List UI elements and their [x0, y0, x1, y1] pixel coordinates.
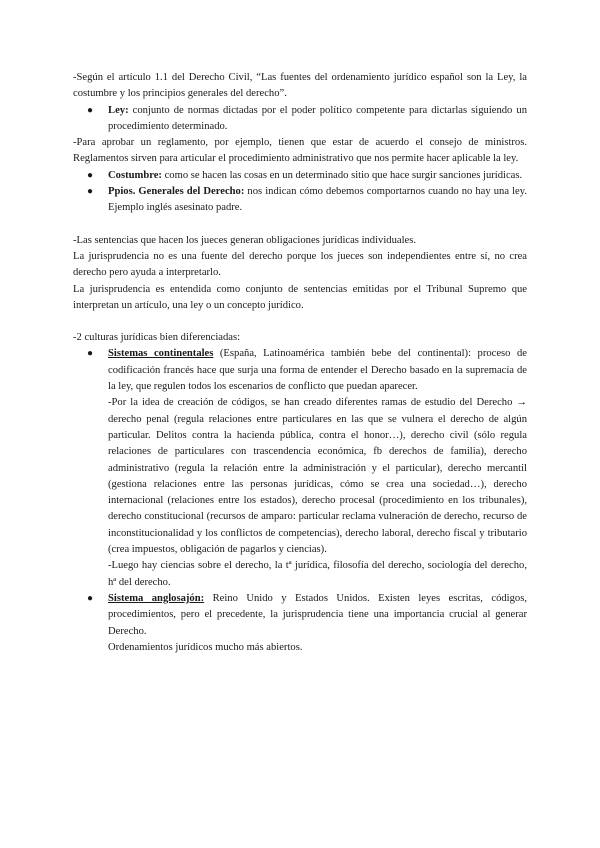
- term-costumbre: Costumbre:: [108, 169, 162, 181]
- text-costumbre: como se hacen las cosas en un determinado sitio que hace surgir sanciones jurídicas.: [161, 169, 523, 181]
- text-ppios: nos indican cómo debemos comportarnos cuando no hay una ley. Ejemplo inglés asesinato padre.: [108, 186, 527, 214]
- paragraph-jurisprudencia-1: La jurisprudencia no es una fuente del derecho porque los jueces son independientes entre sí, no crea derecho pero ayuda a interpretarlo.: [73, 250, 527, 279]
- text-continental: (España, Latinoamérica también bebe del continental): proceso de codificación francés hace que surja una forma de entender el Derecho basado en la supremacía de la ley, que regulen todos los escenarios de conflicto que puedan aparecer.: [108, 348, 527, 393]
- term-anglosajon: Sistema anglosajón:: [108, 592, 205, 604]
- term-ppios: Ppios. Generales del Derecho:: [108, 186, 245, 198]
- bullet-icon: ●: [87, 186, 94, 198]
- bullet-icon: ●: [87, 348, 94, 360]
- list-item-costumbre: [73, 168, 527, 184]
- paragraph-articulo: -Según el artículo 1.1 del Derecho Civil, “Las fuentes del ordenamiento jurídico español son la Ley, la costumbre y los principios generales del derecho”.: [73, 72, 527, 100]
- list-item-anglosajon: [73, 591, 527, 656]
- spacer: [73, 217, 527, 233]
- paragraph-reglamento: -Para aprobar un reglamento, por ejemplo, tienen que estar de acuerdo el consejo de ministros. Reglamentos sirven para articular el procedimiento administrativo que nos permite hacer aplicable la ley.: [73, 137, 527, 165]
- paragraph-sentencias: -Las sentencias que hacen los jueces generan obligaciones jurídicas individuales.: [73, 234, 416, 246]
- term-continental: Sistemas continentales: [108, 348, 214, 360]
- text-anglosajon-extra: Ordenamientos jurídicos mucho más abiertos.: [108, 641, 303, 653]
- bullet-icon: ●: [87, 592, 94, 604]
- culturas-list: [73, 346, 527, 656]
- text-ley: conjunto de normas dictadas por el poder político competente para dictarlas siguiendo un procedimiento determinado.: [108, 104, 527, 132]
- text-anglosajon: Reino Unido y Estados Unidos. Existen leyes escritas, códigos, procedimientos, pero el precedente, la jurisprudencia tiene una importancia crucial al generar Derecho.: [108, 592, 527, 637]
- bullet-icon: ●: [87, 104, 94, 116]
- term-ley: Ley:: [108, 104, 129, 116]
- list-item-ley: [73, 103, 527, 136]
- paragraph-jurisprudencia-2: La jurisprudencia es entendida como conjunto de sentencias emitidas por el Tribunal Supremo que interpretan un artículo, una ley o un concepto jurídico.: [73, 283, 527, 311]
- list-item-continental: [73, 346, 527, 590]
- fuentes-list-2: [73, 168, 527, 217]
- fuentes-list: [73, 103, 527, 136]
- list-item-ppios: [73, 184, 527, 217]
- text-continental-ciencias: -Luego hay ciencias sobre el derecho, la tª jurídica, filosofía del derecho, sociología del derecho, hª del derecho.: [108, 560, 527, 588]
- bullet-icon: ●: [87, 169, 94, 181]
- spacer: [73, 314, 527, 330]
- text-continental-ramas: -Por la idea de creación de códigos, se han creado diferentes ramas de estudio del Derecho → derecho penal (regula relaciones entre particulares en las que se vulnera el derecho de algún particular. Delitos contra la hacienda pública, contra el honor…), derecho civil (sólo regula relaciones de particulares con trascendencia económica, fb derechos de familia), derecho administrativo (regula la relación entre la administración y el particular), derecho mercantil (gestiona relaciones entre las personas jurídicas, cómo se crea una sociedad…), derecho internacional (relaciones entre los estados), derecho procesal (procedimiento en los tribunales), derecho constitucional (recursos de amparo: particular reclama vulneración de derecho, recurso de inconstitucionalidad y los conflictos de competencias), derecho laboral, derecho fiscal y tributario (crea impuestos, obligación de pagarlos y ciencias).: [108, 397, 527, 556]
- document-body: [73, 70, 527, 656]
- paragraph-culturas: -2 culturas jurídicas bien diferenciadas:: [73, 332, 241, 344]
